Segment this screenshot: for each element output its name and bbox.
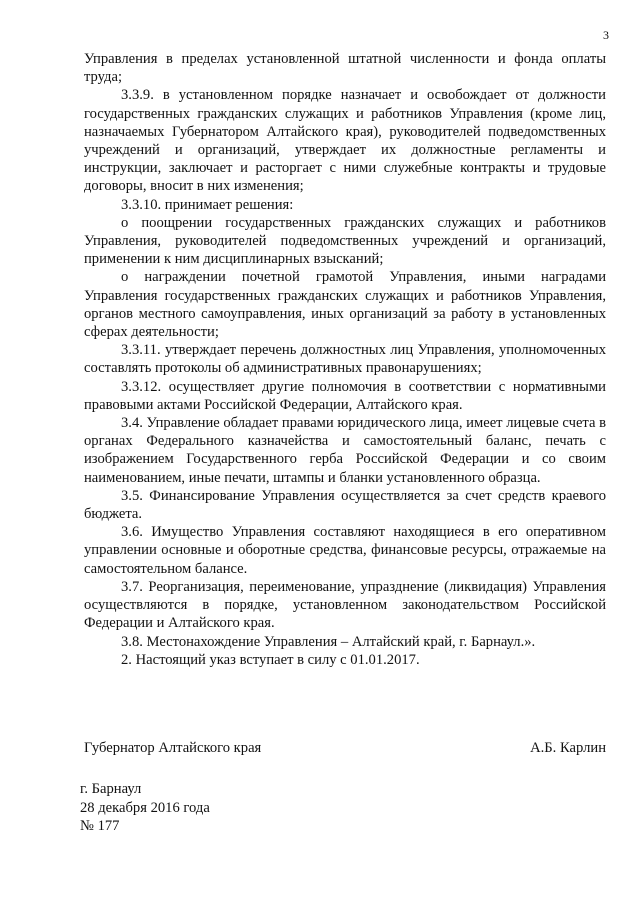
place-date-block: [80, 780, 210, 836]
page-number: 3: [603, 28, 609, 42]
paragraph-3-5: 3.5. Финансирование Управления осуществляется за счет средств краевого бюджета.: [84, 487, 606, 523]
paragraph-awards: о награждении почетной грамотой Управления, иными наградами Управления государственных гражданских служащих и работников Управления, органов местного самоуправления, иных организаций за работу в установленных сферах деятельности;: [84, 269, 606, 341]
paragraph-3-8: 3.8. Местонахождение Управления – Алтайский край, г. Барнаул.».: [121, 633, 536, 650]
paragraph-3-3-9: 3.3.9. в установленном порядке назначает и освобождает от должности государственных гражданских служащих и работников Управления (кроме лиц, назначаемых Губернатором Алтайского края), руководителей подведомственных учреждений и организаций, утверждает их должностные регламенты и инструкции, заключает и расторгает с ними служебные контракты и трудовые договоры, вносит в них изменения;: [84, 87, 606, 195]
paragraph-3-3-10: 3.3.10. принимает решения:: [121, 196, 294, 213]
signatory-name: А.Б. Карлин: [530, 740, 606, 756]
paragraph-3-4: 3.4. Управление обладает правами юридического лица, имеет лицевые счета в органах Федерального казначейства и самостоятельный баланс, печать с изображением Государственного герба Российской Федерации и со своим наименованием, иные печати, штампы и бланки установленного образца.: [84, 415, 606, 486]
paragraph-effective-date: 2. Настоящий указ вступает в силу с 01.01.2017.: [121, 651, 420, 668]
decree-number: № 177: [80, 818, 120, 834]
decree-date: 28 декабря 2016 года: [80, 799, 210, 816]
paragraph-3-6: 3.6. Имущество Управления составляют находящиеся в его оперативном управлении основные и оборотные средства, финансовые ресурсы, отражаемые на самостоятельном балансе.: [84, 524, 606, 577]
paragraph-encouragement: о поощрении государственных гражданских служащих и работников Управления, руководителей подведомственных учреждений и организаций, применении к ним дисциплинарных взысканий;: [84, 214, 606, 268]
paragraph-3-3-12: 3.3.12. осуществляет другие полномочия в соответствии с нормативными правовыми актами Российской Федерации, Алтайского края.: [84, 378, 606, 413]
document-body: [84, 50, 606, 669]
paragraph-3-3-11: 3.3.11. утверждает перечень должностных лиц Управления, уполномоченных составлять протоколы об административных правонарушениях;: [84, 342, 606, 377]
signature-block: [84, 740, 606, 757]
paragraph-continuation: Управления в пределах установленной штатной численности и фонда оплаты труда;: [84, 51, 606, 86]
city: г. Барнаул: [80, 781, 142, 797]
paragraph-3-7: 3.7. Реорганизация, переименование, упразднение (ликвидация) Управления осуществляются в порядке, установленном законодательством Российской Федерации и Алтайского края.: [84, 578, 606, 632]
signatory-position: Губернатор Алтайского края: [84, 740, 262, 756]
